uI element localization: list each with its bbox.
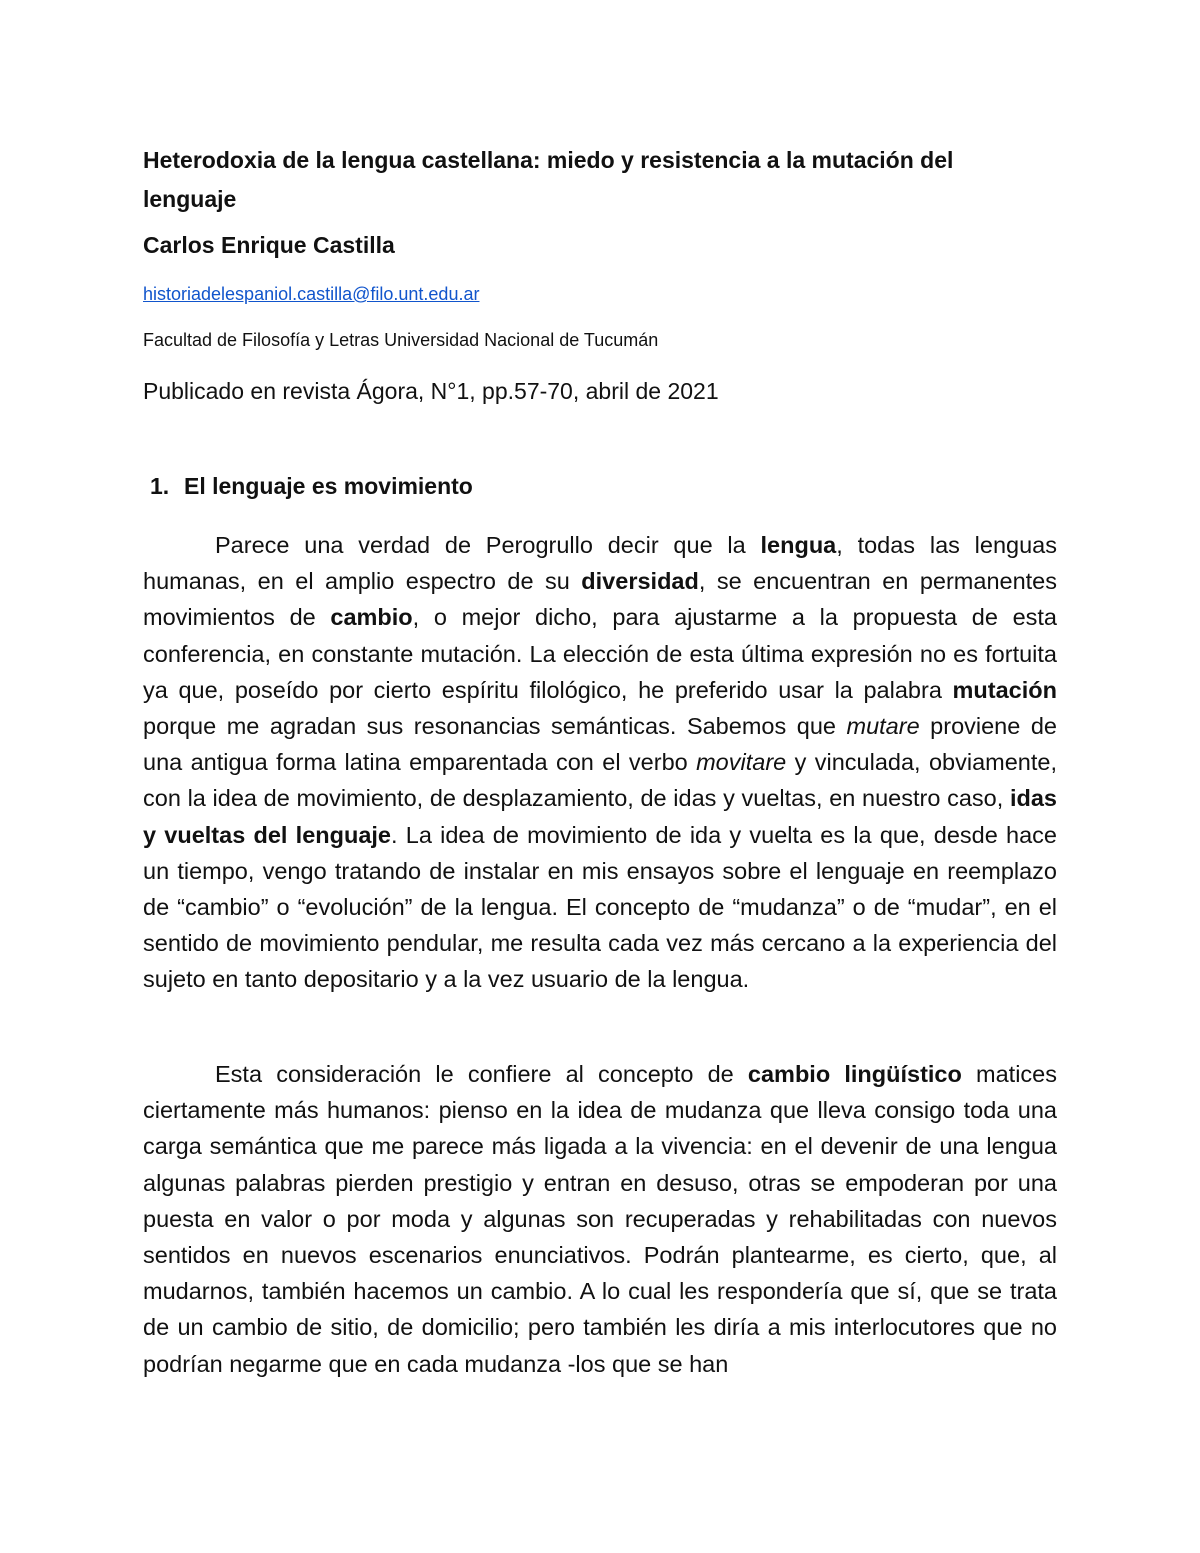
bold-term: cambio	[330, 604, 413, 631]
text-run: , o mejor dicho, para ajustarme a la propuesta de esta conferencia, en constante mutación. La elección de esta última expresión no es fortuita ya que, poseído por cierto espíritu filológico, he preferido usar la palabra	[143, 604, 1057, 703]
bold-term: mutación	[952, 676, 1057, 703]
text-run: , todas las lenguas humanas, en el amplio espectro de su	[143, 532, 1057, 595]
section-number: 1.	[150, 473, 170, 499]
bold-term: diversidad	[581, 568, 699, 595]
text-run: proviene de una antigua forma latina emparentada con el verbo	[143, 713, 1057, 776]
bold-term: idas y vueltas del lenguaje	[143, 785, 1057, 848]
publication-info: Publicado en revista Ágora, N°1, pp.57-70, abril de 2021	[143, 378, 719, 404]
text-run: y vinculada, obviamente, con la idea de movimiento, de desplazamiento, de idas y vueltas, en nuestro caso,	[143, 749, 1057, 812]
document-title: Heterodoxia de la lengua castellana: miedo y resistencia a la mutación del lenguaje	[143, 147, 954, 212]
text-run: Esta consideración le confiere al concepto de	[215, 1061, 748, 1087]
author-name: Carlos Enrique Castilla	[143, 232, 395, 258]
section-heading	[150, 470, 473, 502]
author-affiliation: Facultad de Filosofía y Letras Universidad Nacional de Tucumán	[143, 330, 659, 350]
text-run: , se encuentran en permanentes movimientos de	[143, 568, 1057, 631]
text-run: porque me agradan sus resonancias semánticas. Sabemos que	[143, 713, 847, 740]
italic-term: mutare	[846, 713, 920, 740]
paragraph-2	[143, 1056, 1057, 1382]
text-run: matices ciertamente más humanos: pienso en la idea de mudanza que lleva consigo toda una carga semántica que me parece más ligada a la vivencia: en el devenir de una lengua algunas palabras pierden prestigio y entran en desuso, otras se empoderan por una puesta en valor o por moda y algunas son recuperadas y rehabilitadas con nuevos sentidos en nuevos escenarios enunciativos. Podrán plantearme, es cierto, que, al mudarnos, también hacemos un cambio. A lo cual les respondería que sí, que se trata de un cambio de sitio, de domicilio; pero también les diría a mis interlocutores que no podrían negarme que en cada mudanza -los que se han	[143, 1061, 1057, 1377]
bold-term: lengua	[760, 532, 837, 558]
text-run: . La idea de movimiento de ida y vuelta es la que, desde hace un tiempo, vengo tratando de instalar en mis ensayos sobre el lenguaje en reemplazo de “cambio” o “evolución” de la lengua. El concepto de “mudanza” o de “mudar”, en el sentido de movimiento pendular, me resulta cada vez más cercano a la experiencia del sujeto en tanto depositario y a la vez usuario de la lengua.	[143, 821, 1057, 993]
italic-term: movitare	[696, 749, 787, 776]
section-title: El lenguaje es movimiento	[184, 473, 473, 499]
text-run: Parece una verdad de Perogrullo decir que la	[215, 532, 761, 558]
paragraph-1	[143, 527, 1057, 998]
author-email-link[interactable]: historiadelespaniol.castilla@filo.unt.edu.ar	[143, 284, 480, 304]
bold-term: cambio lingüístico	[747, 1061, 962, 1087]
